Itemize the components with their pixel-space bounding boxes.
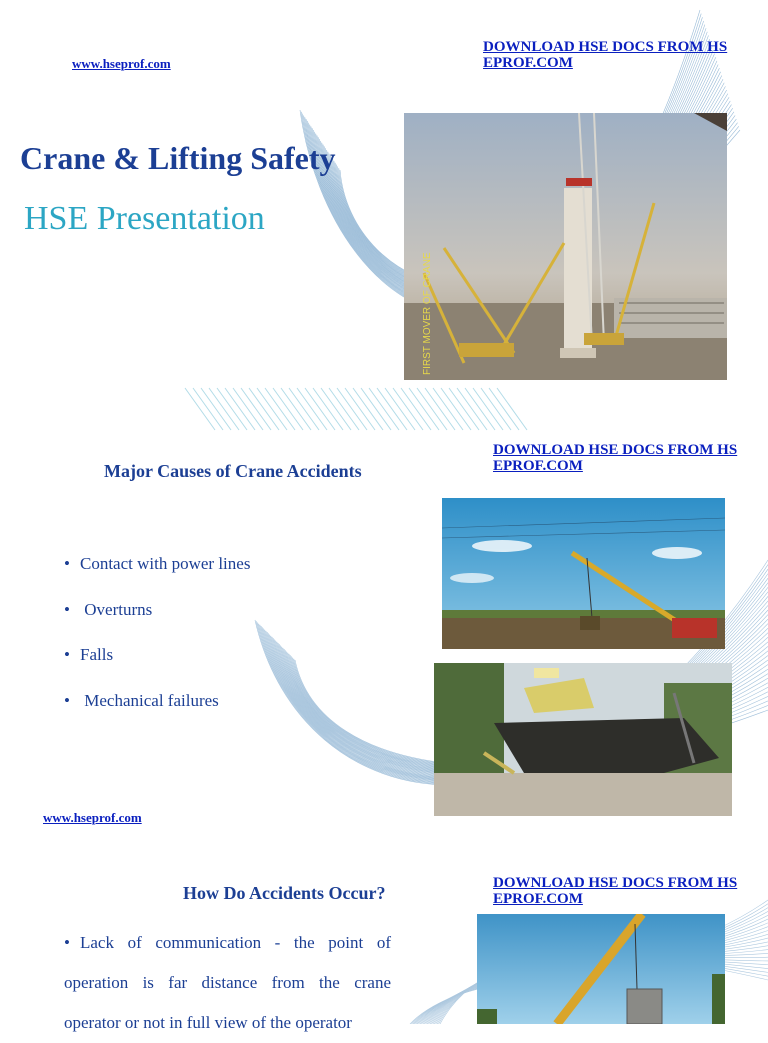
crane-power-line-photo bbox=[442, 498, 725, 649]
crane-construction-photo bbox=[404, 113, 727, 380]
download-link-3[interactable]: DOWNLOAD HSE DOCS FROM HSEPROF.COM bbox=[493, 875, 738, 907]
section-heading-accidents: How Do Accidents Occur? bbox=[183, 883, 386, 903]
site-link-bottom[interactable]: www.hseprof.com bbox=[43, 810, 142, 825]
list-item: • Contact with power lines bbox=[64, 554, 251, 573]
photo-caption: FIRST MOVER OF CRANE bbox=[422, 252, 433, 375]
section-heading-causes: Major Causes of Crane Accidents bbox=[104, 461, 362, 481]
bullet-icon: • bbox=[64, 554, 70, 573]
bullet-icon: • bbox=[64, 645, 70, 664]
list-item: • Falls bbox=[64, 645, 114, 664]
download-link-1[interactable]: DOWNLOAD HSE DOCS FROM HSEPROF.COM bbox=[483, 39, 728, 71]
bullet-icon: • bbox=[64, 599, 70, 619]
download-link-2[interactable]: DOWNLOAD HSE DOCS FROM HSEPROF.COM bbox=[493, 442, 738, 474]
site-link-top[interactable]: www.hseprof.com bbox=[72, 56, 171, 71]
accident-paragraph: • Lack of communication - the point of operation is far distance from the crane operator or not in full view of the operator bbox=[64, 923, 391, 1043]
causes-list bbox=[64, 554, 250, 736]
list-item: • Overturns bbox=[64, 599, 153, 619]
bullet-icon: • bbox=[64, 690, 70, 710]
slide-title: Crane & Lifting Safety bbox=[20, 140, 336, 176]
list-item: • Mechanical failures bbox=[64, 690, 219, 710]
bullet-icon: • bbox=[64, 933, 70, 952]
slide-subtitle: HSE Presentation bbox=[24, 200, 265, 237]
crane-lifting-container-photo bbox=[477, 914, 725, 1024]
overturned-crane-photo bbox=[434, 663, 732, 816]
